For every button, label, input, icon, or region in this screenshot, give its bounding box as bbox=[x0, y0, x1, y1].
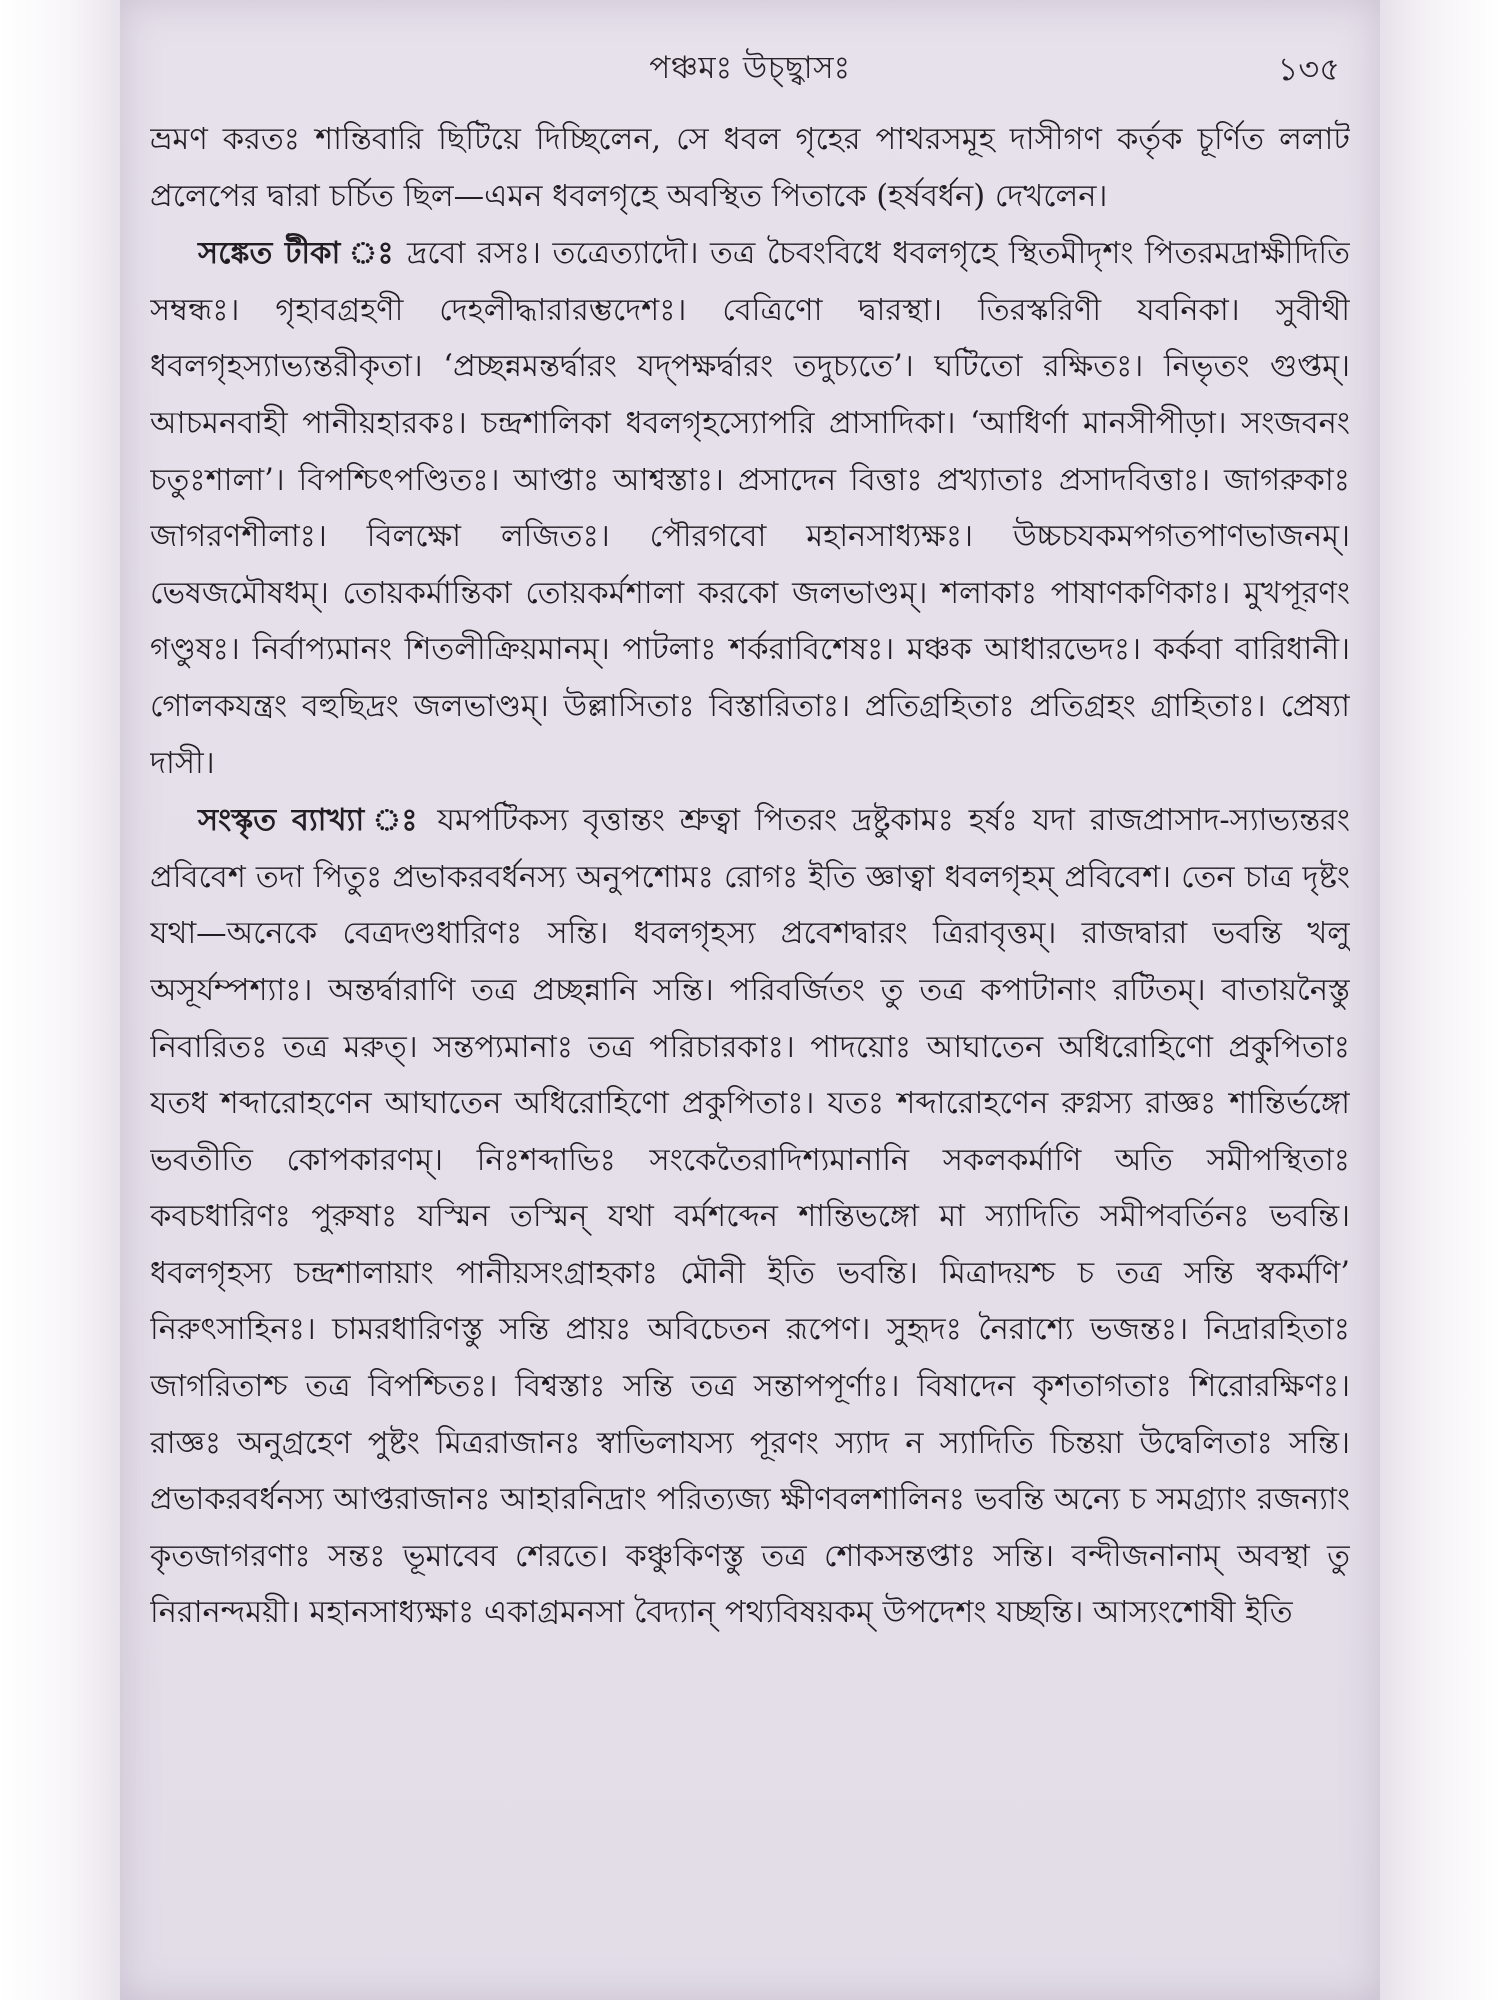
page-number: ১৩৫ bbox=[1277, 50, 1340, 88]
paragraph-2-text: দ্রবো রসঃ। তত্রেত্যাদৌ। তত্র চৈবংবিধে ধবলগৃহে স্থিতমীদৃশং পিতরমদ্রাক্ষীদিতি সম্বন্ধঃ। গৃহাবগ্রহণী দেহলীদ্ধারারম্ভদেশঃ। বেত্রিণো দ্বারস্থা। তিরস্করিণী যবনিকা। সুবীথী ধবলগৃহস্যাভ্যন্তরীকৃতা। ‘প্রচ্ছন্নমন্তর্দ্বারং যদ্‌পক্ষর্দ্বারং তদুচ্যতে’। ঘটিতো রক্ষিতঃ। নিভৃতং গুপ্তম্। আচমনবাহী পানীয়হারকঃ। চন্দ্রশালিকা ধবলগৃহস্যোপরি প্রাসাদিকা। ‘আধির্ণা মানসীপীড়া। সংজবনং চতুঃশালা’। বিপশ্চিৎপণ্ডিতঃ। আপ্তাঃ আশ্বস্তাঃ। প্রসাদেন বিত্তাঃ প্রখ্যাতাঃ প্রসাদবিত্তাঃ। জাগরুকাঃ জাগরণশীলাঃ। বিলক্ষো লজিতঃ। পৌরগবো মহানসাধ্যক্ষঃ। উচ্চচযকমপগতপাণভাজনম্। ভেষজমৌষধম্। তোয়কর্মান্তিকা তোয়কর্মশালা করকো জলভাণ্ডম্। শলাকাঃ পাষাণকণিকাঃ। মুখপূরণং গণ্ডুষঃ। নির্বাপ্যমানং শিতলীক্রিয়মানম্। পাটলাঃ শর্করাবিশেষঃ। মঞ্চক আধারভেদঃ। কর্কবা বারিধানী। গোলকযন্ত্রং বহুছিদ্রং জলভাণ্ডম্। উল্লাসিতাঃ বিস্তারিতাঃ। প্রতিগ্রহিতাঃ প্রতিগ্রহং গ্রাহিতাঃ। প্রেষ্যা দাসী। bbox=[150, 236, 1350, 781]
chapter-title: পঞ্চমঃ উচ্ছ্বাসঃ bbox=[649, 50, 851, 86]
heading-sanskrit-byakhya: সংস্কৃত ব্যাখ্যা ঃ bbox=[198, 802, 423, 839]
paragraph-1-text: ভ্রমণ করতঃ শান্তিবারি ছিটিয়ে দিচ্ছিলেন, সে ধবল গৃহের পাথরসমূহ দাসীগণ কর্তৃক চূর্ণিত ললাট প্রলেপের দ্বারা চর্চিত ছিল—এমন ধবলগৃহে অবস্থিত পিতাকে (হর্ষবর্ধন) দেখলেন। bbox=[150, 122, 1350, 214]
running-header bbox=[150, 44, 1350, 100]
paragraph-sanskrit-byakhya bbox=[150, 792, 1350, 1642]
paragraph-3-text: যমপটিকস্য বৃত্তান্তং শ্রুত্বা পিতরং দ্রষ্টুকামঃ হর্ষঃ যদা রাজপ্রাসাদ-স্যাভ্যন্তরং প্রবিবেশ তদা পিতুঃ প্রভাকরবর্ধনস্য অনুপশোমঃ রোগঃ ইতি জ্ঞাত্বা ধবলগৃহম্ প্রবিবেশ। তেন চাত্র দৃষ্টং যথা—অনেকে বেত্রদণ্ডধারিণঃ সন্তি। ধবলগৃহস্য প্রবেশদ্বারং ত্রিরাবৃত্তম্। রাজদ্বারা ভবন্তি খলু অসূর্যম্পশ্যাঃ। অন্তর্দ্বারাণি তত্র প্রচ্ছন্নানি সন্তি। পরিবর্জিতং তু তত্র কপাটানাং রটিতম্। বাতায়নৈস্তু নিবারিতঃ তত্র মরুত্। সন্তপ্যমানাঃ তত্র পরিচারকাঃ। পাদয়োঃ আঘাতেন অধিরোহিণো প্রকুপিতাঃ যতধ শব্দারোহণেন আঘাতেন অধিরোহিণো প্রকুপিতাঃ। যতঃ শব্দারোহণেন রুগ্নস্য রাজ্ঞঃ শান্তির্ভঙ্গো ভবতীতি কোপকারণম্। নিঃশব্দাভিঃ সংকেতৈরাদিশ্যমানানি সকলকর্মাণি অতি সমীপস্থিতাঃ কবচধারিণঃ পুরুষাঃ যস্মিন তস্মিন্ যথা বর্মশব্দেন শান্তিভঙ্গো মা স্যাদিতি সমীপবর্তিনঃ ভবন্তি। ধবলগৃহস্য চন্দ্রশালায়াং পানীয়সংগ্রাহকাঃ মৌনী ইতি ভবন্তি। মিত্রাদয়শ্চ চ তত্র সন্তি স্বকর্মণি’ নিরুৎসাহিনঃ। চামরধারিণস্তু সন্তি প্রায়ঃ অবিচেতন রূপেণ। সুহৃদঃ নৈরাশ্যে ভজন্তঃ। নিদ্রারহিতাঃ জাগরিতাশ্চ তত্র বিপশ্চিতঃ। বিশ্বস্তাঃ সন্তি তত্র সন্তাপপূর্ণাঃ। বিষাদেন কৃশতাগতাঃ শিরোরক্ষিণঃ। রাজ্ঞঃ অনুগ্রহেণ পুষ্টং মিত্ররাজানঃ স্বাভিলাযস্য পূরণং স্যাদ ন স্যাদিতি চিন্তয়া উদ্বেলিতাঃ সন্তি। প্রভাকরবর্ধনস্য আপ্তরাজানঃ আহারনিদ্রাং পরিত্যজ্য ক্ষীণবলশালিনঃ ভবন্তি অন্যে চ সমগ্র্যাং রজন্যাং কৃতজাগরণাঃ সন্তঃ ভূমাবেব শেরতে। কঞ্চুকিণস্তু তত্র শোকসন্তপ্তাঃ সন্তি। বন্দীজনানাম্ অবস্থা তু নিরানন্দময়ী। মহানসাধ্যক্ষাঃ একাগ্রমনসা বৈদ্যান্ পথ্যবিষয়কম্ উপদেশং যচ্ছন্তি। আস্যংশোষী ইতি bbox=[150, 803, 1350, 1631]
heading-sanket-tika: সঙ্কেত টীকা ঃ bbox=[198, 235, 396, 272]
right-margin bbox=[1380, 0, 1500, 2000]
paragraph-sanket-tika bbox=[150, 225, 1350, 792]
body-text bbox=[150, 112, 1350, 1982]
left-margin bbox=[0, 0, 120, 2000]
paragraph-1 bbox=[150, 112, 1350, 225]
